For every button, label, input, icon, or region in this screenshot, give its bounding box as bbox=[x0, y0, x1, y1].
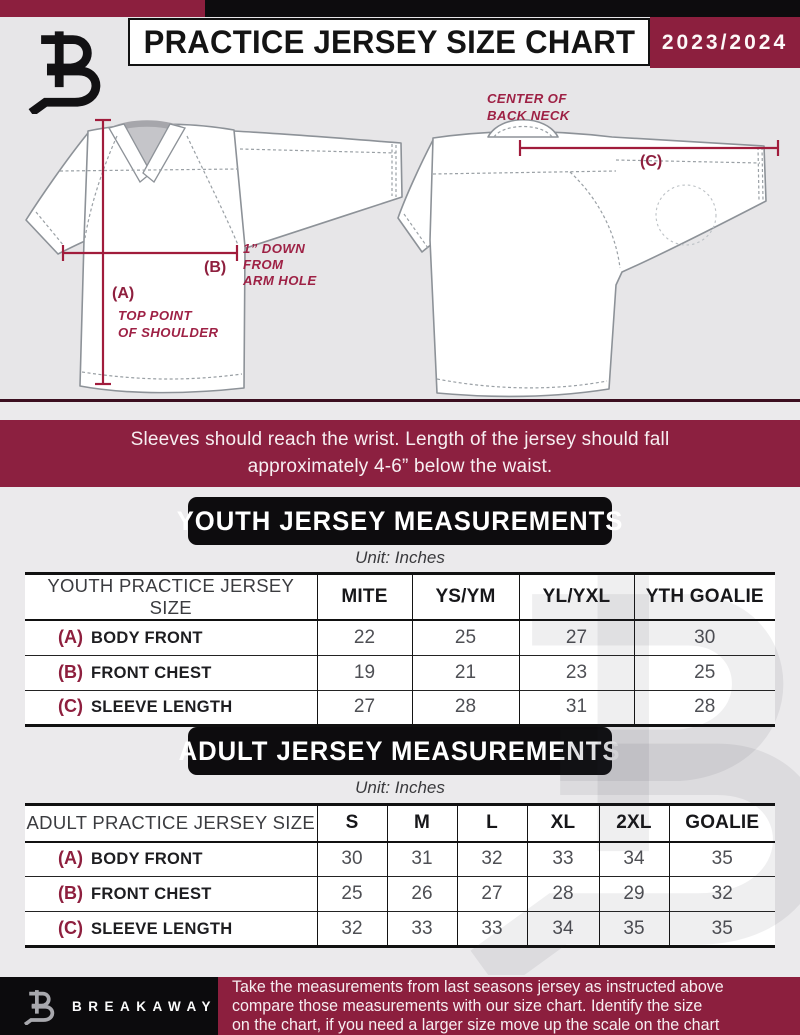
breakaway-footer-logo-icon bbox=[24, 987, 58, 1025]
fit-instructions-banner bbox=[0, 420, 800, 487]
youth-unit-label: Unit: Inches bbox=[355, 548, 445, 567]
label-c-note-2: BACK NECK bbox=[487, 108, 570, 123]
youth-col-header-4: YTH GOALIE bbox=[634, 574, 775, 621]
page-title-bar bbox=[128, 18, 650, 66]
table-row bbox=[25, 912, 775, 947]
adult-col-header-2: M bbox=[387, 805, 457, 842]
cell: 22 bbox=[317, 620, 412, 655]
top-strip-black bbox=[205, 0, 800, 17]
youth-size-table bbox=[25, 572, 775, 727]
row-key: (B) bbox=[58, 661, 83, 682]
table-row bbox=[25, 842, 775, 877]
footer-line-3: on the chart, if you need a larger size move up the scale on the chart bbox=[232, 1016, 720, 1034]
footer-brand-block bbox=[0, 977, 218, 1035]
cell: 21 bbox=[412, 655, 519, 690]
cell: 28 bbox=[412, 690, 519, 725]
season-badge bbox=[650, 17, 800, 68]
youth-col-header-3: YL/YXL bbox=[519, 574, 634, 621]
row-label: FRONT CHEST bbox=[91, 663, 212, 682]
label-b-key: (B) bbox=[204, 259, 227, 276]
row-label: SLEEVE LENGTH bbox=[91, 919, 233, 938]
banner-line-2: approximately 4-6” below the waist. bbox=[247, 456, 553, 477]
row-label: BODY FRONT bbox=[91, 850, 203, 869]
footer-instructions bbox=[218, 977, 800, 1035]
cell: 28 bbox=[634, 690, 775, 725]
cell: 32 bbox=[457, 842, 527, 877]
adult-col-header-3: L bbox=[457, 805, 527, 842]
table-row bbox=[25, 655, 775, 690]
row-key: (C) bbox=[58, 696, 83, 716]
adult-col-header-0: ADULT PRACTICE JERSEY SIZE bbox=[25, 805, 317, 842]
row-key: (B) bbox=[58, 883, 83, 903]
cell: 25 bbox=[634, 655, 775, 690]
adult-unit-label: Unit: Inches bbox=[355, 778, 445, 797]
cell: 31 bbox=[387, 842, 457, 877]
adult-col-header-6: GOALIE bbox=[669, 805, 775, 842]
row-key: (A) bbox=[58, 848, 83, 869]
adult-section-header bbox=[179, 727, 621, 775]
label-a-note-2: OF SHOULDER bbox=[118, 325, 219, 340]
cell: 35 bbox=[669, 912, 775, 947]
cell: 25 bbox=[412, 620, 519, 655]
youth-section-header bbox=[176, 497, 624, 545]
youth-section-title: YOUTH JERSEY MEASUREMENTS bbox=[176, 505, 624, 536]
top-strip-maroon bbox=[0, 0, 205, 17]
adult-col-header-4: XL bbox=[527, 805, 599, 842]
back-jersey-diagram bbox=[398, 91, 778, 396]
row-key: (C) bbox=[58, 917, 83, 938]
label-b-note-3: ARM HOLE bbox=[243, 273, 317, 288]
footer-line-2: compare those measurements with our size chart. Identify the size bbox=[232, 997, 703, 1015]
cell: 32 bbox=[669, 877, 775, 912]
adult-col-header-1: S bbox=[317, 805, 387, 842]
banner-line-1: Sleeves should reach the wrist. Length of the jersey should fall bbox=[130, 429, 670, 450]
cell: 30 bbox=[634, 620, 775, 655]
youth-col-header-2: YS/YM bbox=[412, 574, 519, 621]
label-a-note-1: TOP POINT bbox=[118, 308, 192, 323]
cell: 23 bbox=[519, 655, 634, 690]
footer-line-1: Take the measurements from last seasons jersey as instructed above bbox=[232, 978, 724, 996]
season-label: 2023/2024 bbox=[661, 30, 789, 54]
cell: 31 bbox=[519, 690, 634, 725]
row-label: SLEEVE LENGTH bbox=[91, 698, 233, 716]
adult-table-header-row bbox=[25, 805, 775, 842]
cell: 34 bbox=[599, 842, 669, 877]
cell: 35 bbox=[669, 842, 775, 877]
cell: 30 bbox=[317, 842, 387, 877]
label-b-note-2: FROM bbox=[243, 257, 284, 272]
table-row bbox=[25, 620, 775, 655]
row-label: FRONT CHEST bbox=[91, 885, 212, 903]
page-title: PRACTICE JERSEY SIZE CHART bbox=[143, 23, 635, 60]
cell: 19 bbox=[317, 655, 412, 690]
row-key: (A) bbox=[58, 626, 83, 647]
cell: 33 bbox=[457, 912, 527, 947]
cell: 35 bbox=[599, 912, 669, 947]
cell: 33 bbox=[527, 842, 599, 877]
front-jersey-diagram bbox=[26, 120, 402, 393]
label-a-key: (A) bbox=[112, 285, 135, 302]
label-b-note-1: 1” DOWN bbox=[243, 241, 306, 256]
cell: 32 bbox=[317, 912, 387, 947]
jersey-diagrams bbox=[0, 90, 800, 402]
adult-size-table bbox=[25, 803, 775, 948]
youth-table-header-row bbox=[25, 574, 775, 621]
label-c-note-1: CENTER OF bbox=[487, 91, 567, 106]
cell: 28 bbox=[527, 877, 599, 912]
row-label: BODY FRONT bbox=[91, 628, 203, 647]
cell: 27 bbox=[457, 877, 527, 912]
cell: 27 bbox=[519, 620, 634, 655]
cell: 27 bbox=[317, 690, 412, 725]
cell: 33 bbox=[387, 912, 457, 947]
youth-col-header-0: YOUTH PRACTICE JERSEY SIZE bbox=[25, 574, 317, 621]
adult-section-title: ADULT JERSEY MEASUREMENTS bbox=[179, 735, 621, 766]
cell: 34 bbox=[527, 912, 599, 947]
cell: 25 bbox=[317, 877, 387, 912]
cell: 26 bbox=[387, 877, 457, 912]
footer-brand-name: BREAKAWAY bbox=[72, 998, 218, 1014]
adult-col-header-5: 2XL bbox=[599, 805, 669, 842]
label-c-key: (C) bbox=[640, 153, 663, 170]
youth-col-header-1: MITE bbox=[317, 574, 412, 621]
table-row bbox=[25, 690, 775, 725]
cell: 29 bbox=[599, 877, 669, 912]
table-row bbox=[25, 877, 775, 912]
